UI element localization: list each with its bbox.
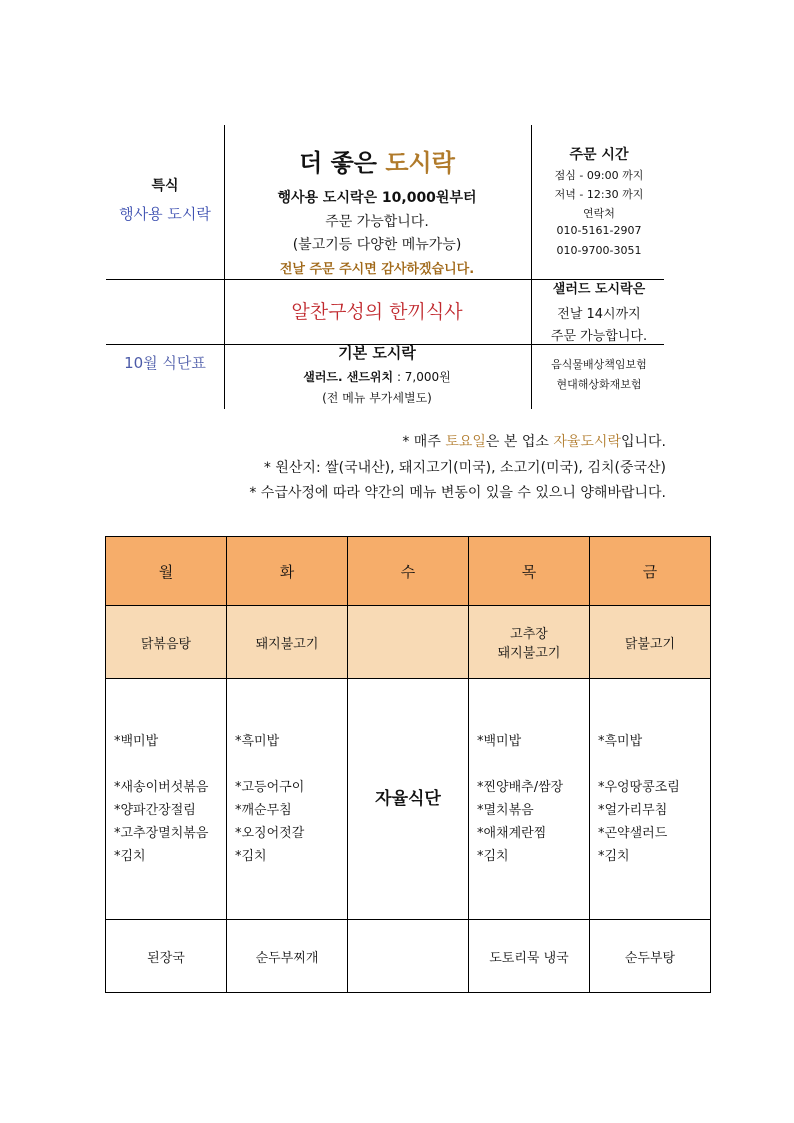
note1-tag: 자율도시락 bbox=[553, 434, 621, 450]
order-lunch: 점심 - 09:00 까지 bbox=[554, 169, 644, 182]
salad-order-line-1: 샐러드 도시락은 bbox=[552, 282, 646, 297]
order-time-title: 주문 시간 bbox=[569, 147, 629, 163]
page-title bbox=[224, 143, 530, 178]
order-dinner: 저녁 - 12:30 까지 bbox=[554, 188, 644, 201]
event-line-1: 행사용 도시락은 10,000원부터 bbox=[277, 190, 477, 206]
note-change: * 수급사정에 따라 약간의 메뉴 변동이 있을 수 있으니 양해바랍니다. bbox=[249, 485, 666, 501]
slogan: 알찬구성의 한끼식사 bbox=[291, 301, 463, 323]
main-dish-row bbox=[106, 606, 711, 679]
tax-note: (전 메뉴 부가세별도) bbox=[322, 391, 432, 405]
event-line-2: 주문 가능합니다. bbox=[325, 214, 429, 230]
note1-mid: 은 본 업소 bbox=[485, 434, 554, 450]
sides-wed: 자율식단 bbox=[348, 679, 469, 920]
insurance-line-1: 음식물배상책임보험 bbox=[551, 358, 647, 371]
day-header-row bbox=[106, 537, 711, 606]
soup-row bbox=[106, 920, 711, 993]
soup-wed bbox=[348, 920, 469, 993]
day-fri: 금 bbox=[590, 537, 711, 606]
sides-fri: *흑미밥 *우엉땅콩조림 *얼가리무침 *곤약샐러드 *김치 bbox=[590, 679, 711, 920]
main-tue: 돼지불고기 bbox=[227, 606, 348, 679]
basic-items: 샐러드. 샌드위치 bbox=[303, 370, 394, 384]
note1-day: 토요일 bbox=[445, 434, 486, 450]
soup-thu: 도토리묵 냉국 bbox=[469, 920, 590, 993]
main-fri: 닭불고기 bbox=[590, 606, 711, 679]
basic-lunchbox-title: 기본 도시락 bbox=[338, 344, 416, 362]
event-line-3: (불고기등 다양한 메뉴가능) bbox=[292, 237, 462, 253]
sides-mon: *백미밥 *새송이버섯볶음 *양파간장절림 *고추장멸치볶음 *김치 bbox=[106, 679, 227, 920]
day-tue: 화 bbox=[227, 537, 348, 606]
phone-1: 010-5161-2907 bbox=[556, 224, 642, 237]
day-thu: 목 bbox=[469, 537, 590, 606]
weekly-menu-table bbox=[105, 536, 711, 993]
main-wed bbox=[348, 606, 469, 679]
contact-label: 연락처 bbox=[583, 207, 615, 220]
day-mon: 월 bbox=[106, 537, 227, 606]
insurance-line-2: 현대해상화재보험 bbox=[556, 378, 642, 391]
event-lunchbox-label: 행사용 도시락 bbox=[119, 205, 211, 223]
monthly-menu-label: 10월 식단표 bbox=[124, 354, 206, 372]
title-accent: 도시락 bbox=[385, 149, 455, 177]
day-wed: 수 bbox=[348, 537, 469, 606]
side-dish-row bbox=[106, 679, 711, 920]
soup-tue: 순두부찌개 bbox=[227, 920, 348, 993]
phone-2: 010-9700-3051 bbox=[556, 244, 642, 257]
main-mon: 닭볶음탕 bbox=[106, 606, 227, 679]
special-label: 특식 bbox=[151, 178, 179, 194]
soup-fri: 순두부탕 bbox=[590, 920, 711, 993]
main-thu: 고추장 돼지불고기 bbox=[469, 606, 590, 679]
note1-pre: * 매주 bbox=[402, 434, 446, 450]
soup-mon: 된장국 bbox=[106, 920, 227, 993]
salad-order-line-3: 주문 가능합니다. bbox=[550, 329, 648, 344]
note1-post: 입니다. bbox=[620, 434, 666, 450]
note-saturday bbox=[402, 431, 666, 451]
sides-thu: *백미밥 *찐양배추/쌈장 *멸치볶음 *애채계란찜 *김치 bbox=[469, 679, 590, 920]
salad-order-line-2: 전날 14시까지 bbox=[557, 307, 641, 322]
title-main: 더 좋은 bbox=[299, 149, 386, 177]
note-origin: * 원산지: 쌀(국내산), 돼지고기(미국), 소고기(미국), 김치(중국산) bbox=[263, 460, 666, 476]
sides-tue: *흑미밥 *고등어구이 *깨순무침 *오징어젓갈 *김치 bbox=[227, 679, 348, 920]
event-line-4: 전날 주문 주시면 감사하겠습니다. bbox=[279, 262, 475, 277]
basic-price: : 7,000원 bbox=[393, 370, 451, 384]
basic-lunchbox-price bbox=[224, 368, 530, 385]
